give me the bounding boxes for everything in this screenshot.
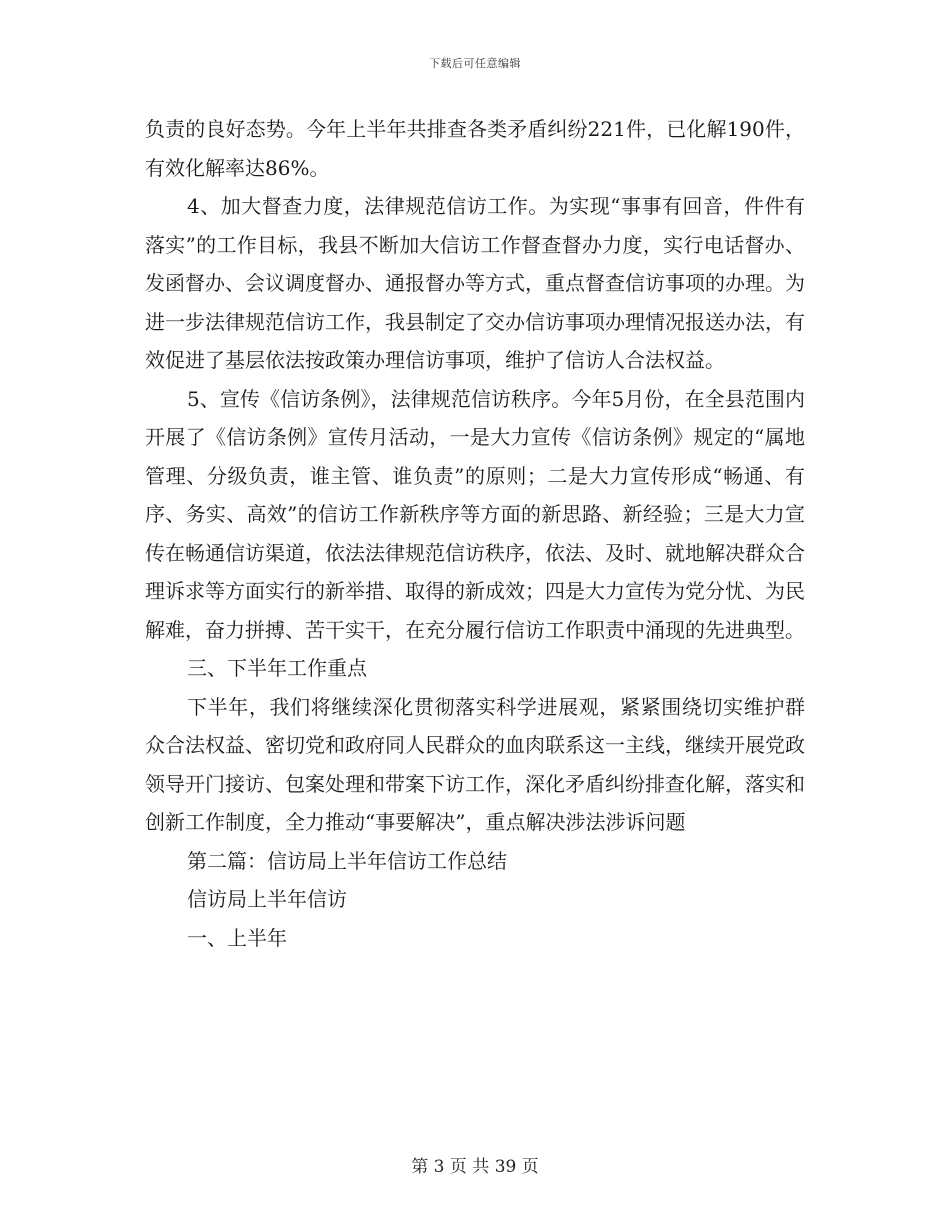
paragraph-item-5: 5、宣传《信访条例》，法律规范信访秩序。今年5月份，在全县范围内开展了《信访条例》宣传月活动，一是大力宣传《信访条例》规定的“属地管理、分级负责，谁主管、谁负责”的原则；二是大力宣传形成“畅通、有序、务实、高效”的信访工作新秩序等方面的新思路、新经验；三是大力宣传在畅通信访渠道，依法法律规范信访秩序，依法、及时、就地解决群众合理诉求等方面实行的新举措、取得的新成效；四是大力宣传为党分忧、为民解难，奋力拼搏、苦干实干，在充分履行信访工作职责中涌现的先进典型。 [145, 386, 805, 642]
document-body [145, 110, 805, 957]
section-heading-3: 三、下半年工作重点 [187, 656, 367, 680]
page-header: 下载后可任意编辑 [429, 57, 521, 70]
paragraph-item-4: 4、加大督查力度，法律规范信访工作。为实现“事事有回音，件件有落实”的工作目标，我县不断加大信访工作督查督办力度，实行电话督办、发函督办、会议调度督办、通报督办等方式，重点督查信访事项的办理。为进一步法律规范信访工作，我县制定了交办信访事项办理情况报送办法，有效促进了基层依法按政策办理信访事项，维护了信访人合法权益。 [145, 194, 805, 372]
subtitle-line: 信访局上半年信访 [187, 887, 347, 911]
chapter-heading-2: 第二篇：信访局上半年信访工作总结 [187, 848, 507, 873]
page-footer: 第 3 页 共 39 页 [411, 1157, 539, 1177]
paragraph-second-half-plan: 下半年，我们将继续深化贯彻落实科学进展观，紧紧围绕切实维护群众合法权益、密切党和政府同人民群众的血肉联系这一主线，继续开展党政领导开门接访、包案处理和带案下访工作，深化矛盾纠纷排查化解，落实和创新工作制度，全力推动“事要解决”，重点解决涉法涉诉问题 [145, 694, 805, 834]
section-heading-1: 一、上半年 [187, 925, 287, 950]
paragraph-continuation: 负责的良好态势。今年上半年共排查各类矛盾纠纷221件，已化解190件，有效化解率达86%。 [145, 117, 805, 180]
